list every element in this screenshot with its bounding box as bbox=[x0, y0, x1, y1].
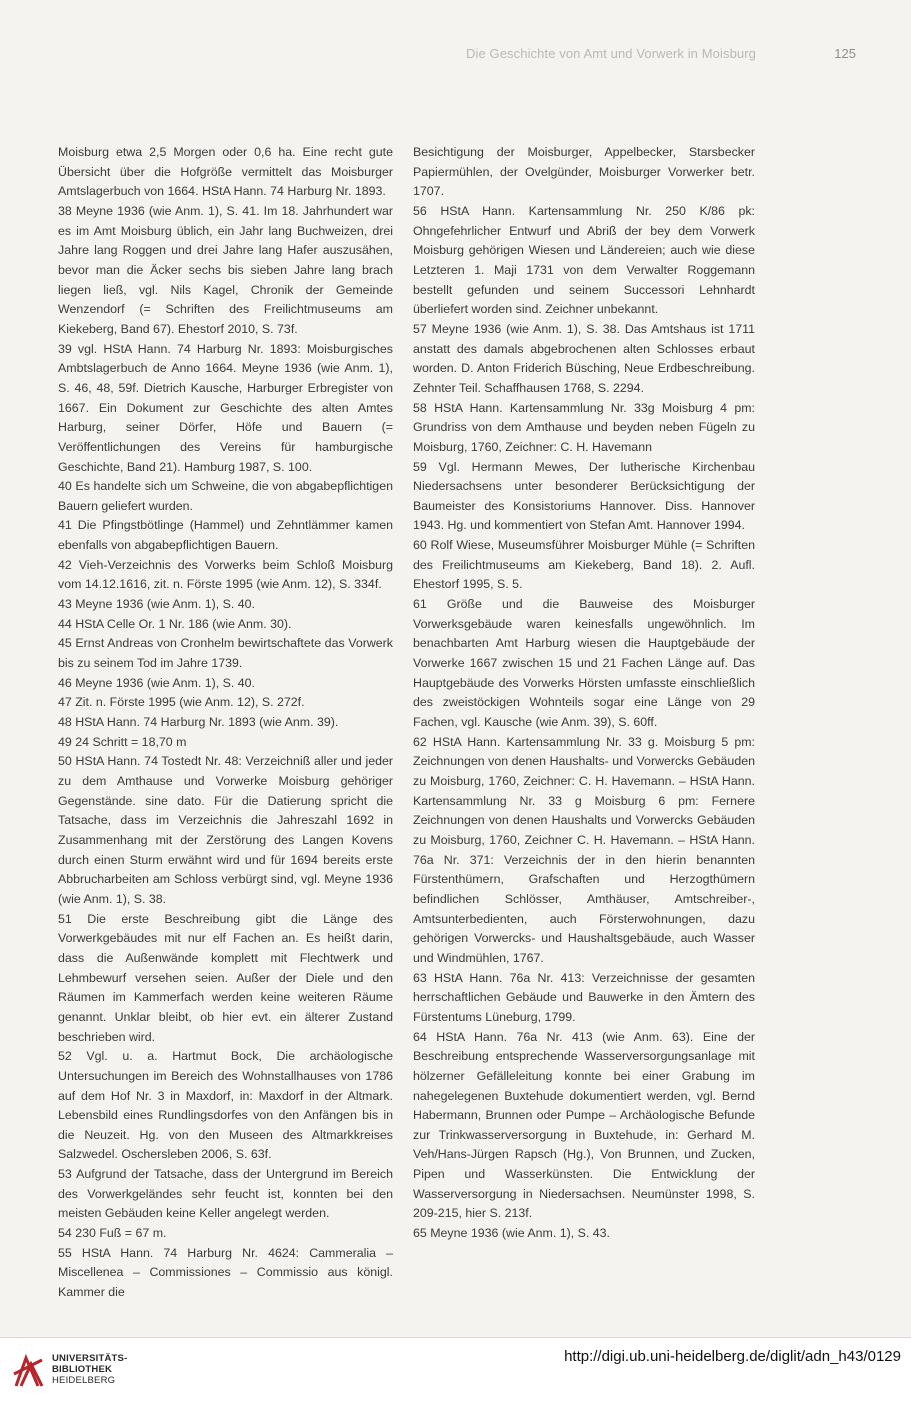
logo-line: HEIDELBERG bbox=[52, 1375, 116, 1386]
footnote: 55 HStA Hann. 74 Harburg Nr. 4624: Cammeralia – Miscellenea – Commissiones – Commissio aus königl. Kammer die bbox=[58, 1245, 393, 1300]
footnote: 64 HStA Hann. 76a Nr. 413 (wie Anm. 63). Eine der Beschreibung entsprechende Wasserversorgungsanlage mit hölzerner Gefälleleitung konnte bei einer Grabung im nahegelegenen Buxtehude dokumentiert werden, vgl. Bernd Habermann, Brunnen oder Pumpe – Archäologische Befunde zur Trinkwasserversorgung in Buxtehude, in: Gerhard M. Veh/Hans-Jürgen Rapsch (Hg.), Von Brunnen, und Zucken, Pipen und Wasserkünsten. Die Entwicklung der Wasserversorgung in Niedersachsen. Neumünster 1998, S. 209-215, hier S. 213f. bbox=[413, 1029, 755, 1221]
viewer-footer bbox=[0, 1337, 911, 1403]
footnotes-left-column bbox=[58, 143, 393, 1303]
footnote: 58 HStA Hann. Kartensammlung Nr. 33g Moisburg 4 pm: Grundriss von dem Amthause und beyden neben Fügeln zu Moisburg, 1760, Zeichner: C. H. Havemann bbox=[413, 400, 755, 454]
footnote: 60 Rolf Wiese, Museumsführer Moisburger Mühle (= Schriften des Freilichtmuseums am Kiekeberg, Band 18). 2. Aufl. Ehestorf 1995, S. 5. bbox=[413, 538, 755, 592]
footnote: Besichtigung der Moisburger, Appelbecker, Starsbecker Papiermühlen, der Ovelgünder, Moisburger Vorwerker betr. 1707. bbox=[413, 145, 755, 199]
footnote: 45 Ernst Andreas von Cronhelm bewirtschaftete das Vorwerk bis zu seinem Tod im Jahre 1739. bbox=[58, 636, 393, 671]
footnote: Moisburg etwa 2,5 Morgen oder 0,6 ha. Eine recht gute Übersicht über die Hofgröße vermittelt das Moisburger Amtslagerbuch von 1664. HStA Hann. 74 Harburg Nr. 1893. bbox=[58, 145, 393, 199]
footnote: 53 Aufgrund der Tatsache, dass der Untergrund im Bereich des Vorwerkgeländes sehr feucht ist, konnten bei den meisten Gebäuden keine Keller angelegt werden. bbox=[58, 1167, 393, 1221]
footnote: 57 Meyne 1936 (wie Anm. 1), S. 38. Das Amtshaus ist 1711 anstatt des damals abgebrochenen alten Schlosses erbaut worden. D. Anton Friderich Büsching, Neue Erdbeschreibung. Zehnter Teil. Schaffhausen 1768, S. 2294. bbox=[413, 321, 755, 395]
logo-mark-strokes bbox=[14, 1358, 42, 1386]
footnote: 52 Vgl. u. a. Hartmut Bock, Die archäologische Untersuchungen im Bereich des Wohnstallhauses von 1786 auf dem Hof Nr. 3 in Maxdorf, in: Maxdorf in der Altmark. Lebensbild eines Rundlingsdorfes von den Anfängen bis in die Neuzeit. Hg. von den Museen des Altmarkkreises Salzwedel. Oschersleben 2006, S. 63f. bbox=[58, 1049, 393, 1162]
library-logo-icon bbox=[12, 1350, 46, 1390]
footnote: 48 HStA Hann. 74 Harburg Nr. 1893 (wie Anm. 39). bbox=[58, 715, 339, 730]
footnote: 56 HStA Hann. Kartensammlung Nr. 250 K/86 pk: Ohngefehrlicher Entwurf und Abriß der bey dem Vorwerk Moisburg gehörigen Wiesen und Ländereien; auch wie diese Letzteren 1. Maji 1731 von dem Verwalter Roggemann bestellt gefunden und seinem Successori Lehnhardt überliefert worden sind. Zeichner unbekannt. bbox=[413, 203, 755, 317]
footnote: 41 Die Pfingstbötlinge (Hammel) und Zehntlämmer kamen ebenfalls von abgabepflichtigen Bauern. bbox=[58, 518, 393, 553]
footnote: 49 24 Schritt = 18,70 m bbox=[58, 734, 187, 749]
footnote: 44 HStA Celle Or. 1 Nr. 186 (wie Anm. 30). bbox=[58, 616, 292, 631]
footnote: 61 Größe und die Bauweise des Moisburger Vorwerksgebäude waren keinesfalls ungewöhnlich. Im benachbarten Amt Harburg wiesen die Hauptgebäude der Vorwerke 1667 zwischen 15 und 21 Fachen Länge auf. Das Hauptgebäude des Vorwerks Hörsten umfasste einschließlich des zweistöckigen Wohnteils sogar eine Länge von 29 Fachen, vgl. Kausche (wie Anm. 39), S. 60ff. bbox=[413, 597, 755, 730]
footnote: 42 Vieh-Verzeichnis des Vorwerks beim Schloß Moisburg vom 14.12.1616, zit. n. Förste 1995 (wie Anm. 12), S. 334f. bbox=[58, 557, 393, 592]
permalink-url[interactable]: http://digi.ub.uni-heidelberg.de/diglit/adn_h43/0129 bbox=[564, 1348, 901, 1365]
footnote: 38 Meyne 1936 (wie Anm. 1), S. 41. Im 18. Jahrhundert war es im Amt Moisburg üblich, ein Jahr lang Buchweizen, drei Jahre lang Roggen und drei Jahre lang Hafer auszusähen, bevor man die Äcker sechs bis sieben Jahre lang brach liegen ließ, vgl. Nils Kagel, Chronik der Gemeinde Wenzendorf (= Schriften des Freilichtmuseums am Kiekeberg, Band 67). Ehestorf 2010, S. 73f. bbox=[58, 203, 393, 336]
library-logo[interactable] bbox=[12, 1350, 128, 1390]
footnote: 46 Meyne 1936 (wie Anm. 1), S. 40. bbox=[58, 675, 255, 690]
footnote: 59 Vgl. Hermann Mewes, Der lutherische Kirchenbau Niedersachsens unter besonderer Berücksichtigung der Baumeister des Konsistoriums Hannover. Diss. Hannover 1943. Hg. und kommentiert von Stefan Amt. Hannover 1994. bbox=[413, 459, 755, 533]
footnote: 50 HStA Hann. 74 Tostedt Nr. 48: Verzeichniß aller und jeder zu dem Amthause und Vorwerke Moisburg gehöriger Gegenstände. sine dato. Für die Datierung spricht die Tatsache, dass im Verzeichnis die Jahreszahl 1692 in Zusammenhang mit der Zerstörung des Langen Kovens durch einen Sturm erwähnt wird und für 1694 bereits erste Abbrucharbeiten am Schloss verbürgt sind, vgl. Meyne 1936 (wie Anm. 1), S. 38. bbox=[58, 754, 393, 906]
footnote: 51 Die erste Beschreibung gibt die Länge des Vorwerkgebäudes mit nur elf Fachen an. Es heißt darin, dass die Außenwände komplett mit Flechtwerk und Lehmbewurf versehen seien. Außer der Diele und den Räumen im Kammerfach werden keine weiteren Räume genannt. Unklar bleibt, ob hier evt. ein älterer Zustand beschrieben wird. bbox=[58, 911, 393, 1044]
footnote: 62 HStA Hann. Kartensammlung Nr. 33 g. Moisburg 5 pm: Zeichnungen von denen Haushalts- und Vorwercks Gebäuden zu Moisburg, 1760, Zeichner: C. H. Havemann. – HStA Hann. Kartensammlung Nr. 33 g Moisburg 6 pm: Fernere Zeichnungen von denen Haushalts und Vorwercks Gebäuden zu Moisburg, 1760, Zeichner C. H. Havemann. – HStA Hann. 76a Nr. 371: Verzeichnis der in den hierin benannten Fürstenthümern, Grafschaften und Herzogthümern befindlichen Schlösser, Amthäuser, Amtschreiber-, Amtsunterbedienten, auch Försterwohnungen, dazu gehörigen Vorwercks- und Haushaltsgebäude, auch Wasser und Windmühlen, 1767. bbox=[413, 734, 755, 965]
footnote: 63 HStA Hann. 76a Nr. 413: Verzeichnisse der gesamten herrschaftlichen Gebäude und Bauwerke in den Ämtern des Fürstentums Lüneburg, 1799. bbox=[413, 970, 755, 1024]
footnote: 54 230 Fuß = 67 m. bbox=[58, 1226, 167, 1241]
footnote: 40 Es handelte sich um Schweine, die von abgabepflichtigen Bauern geliefert wurden. bbox=[58, 479, 393, 513]
footnotes-right-column bbox=[413, 143, 755, 1244]
library-logo-text bbox=[52, 1353, 127, 1386]
footnote: 43 Meyne 1936 (wie Anm. 1), S. 40. bbox=[58, 597, 255, 612]
page-number: 125 bbox=[834, 46, 856, 61]
logo-line: UNIVERSITÄTS- bbox=[52, 1353, 128, 1364]
logo-line: BIBLIOTHEK bbox=[52, 1364, 113, 1375]
footnote: 47 Zit. n. Förste 1995 (wie Anm. 12), S. 272f. bbox=[58, 695, 305, 710]
footnote: 39 vgl. HStA Hann. 74 Harburg Nr. 1893: Moisburgisches Ambtslagerbuch de Anno 1664. Meyne 1936 (wie Anm. 1), S. 46, 48, 59f. Dietrich Kausche, Harburger Erbregister von 1667. Ein Dokument zur Geschichte des alten Amtes Harburg, seiner Dörfer, Höfe und Bauern (= Veröffentlichungen des Vereins für hamburgische Geschichte, Band 21). Hamburg 1987, S. 100. bbox=[58, 341, 393, 474]
footnote: 65 Meyne 1936 (wie Anm. 1), S. 43. bbox=[413, 1226, 610, 1241]
running-title: Die Geschichte von Amt und Vorwerk in Moisburg bbox=[465, 46, 756, 61]
